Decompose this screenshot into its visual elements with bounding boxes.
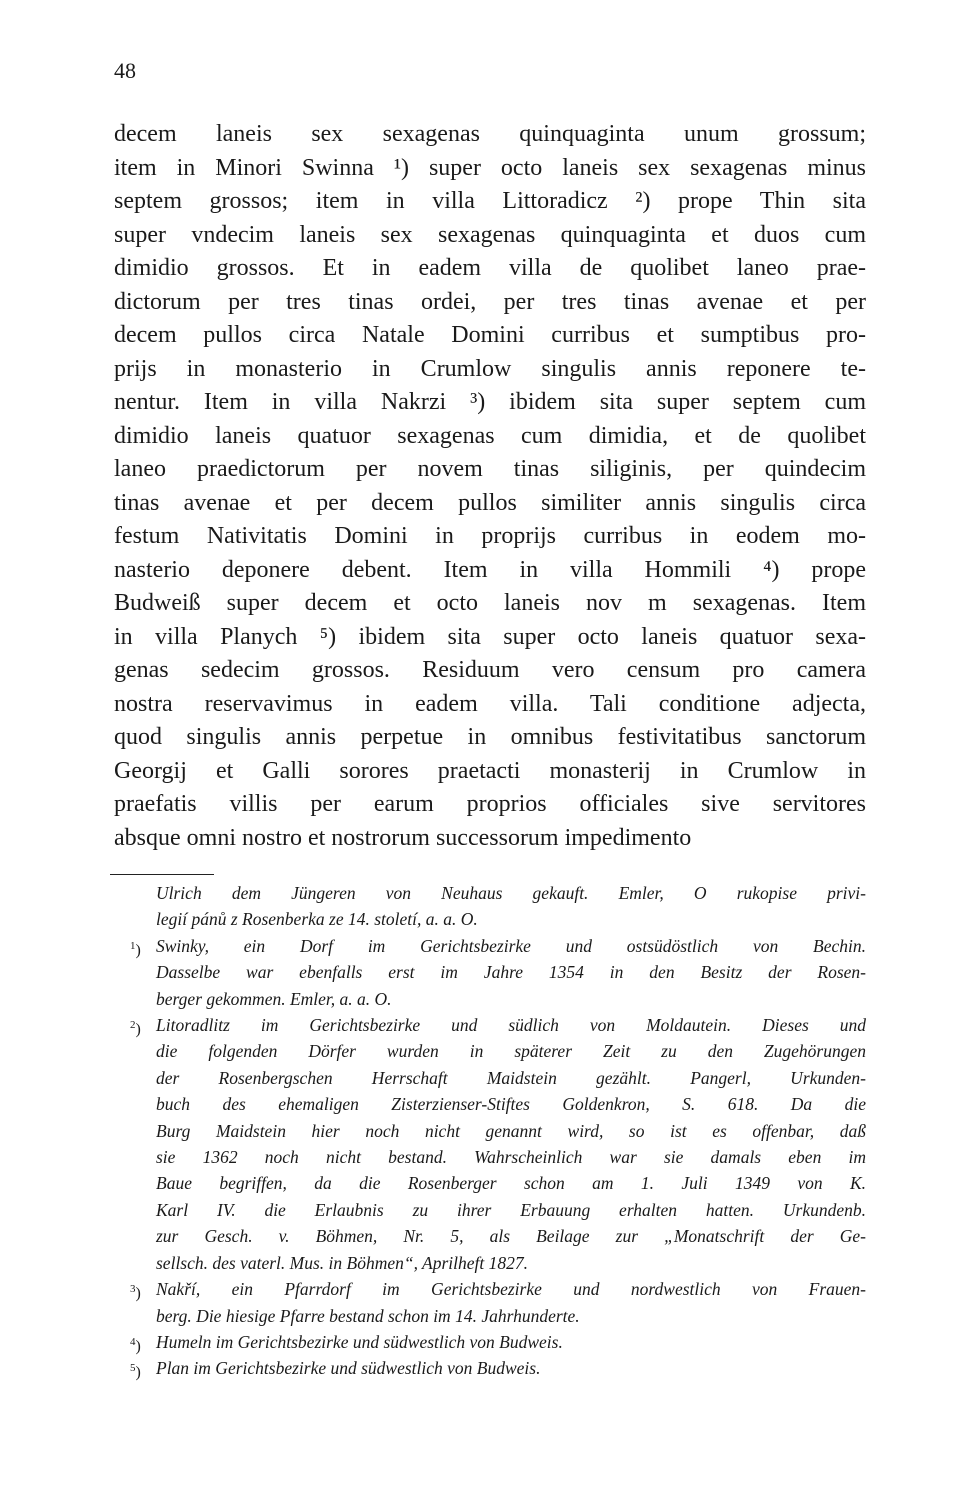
footnote-line: Karl IV. die Erlaubnis zu ihrer Erbauung erhalten hatten. Urkundenb.	[156, 1199, 866, 1220]
text-line: Georgij et Galli sorores praetacti monasterij in Crumlow in	[114, 757, 866, 784]
page-number: 48	[114, 58, 136, 83]
text-line: decem laneis sex sexagenas quinquaginta unum grossum;	[114, 121, 866, 147]
footnote-line: legií pánů z Rosenberka ze 14. století, a. a. O.	[156, 909, 478, 930]
footnote-number: 5	[130, 1362, 136, 1375]
main-text-body	[114, 118, 866, 855]
footnote-1	[130, 933, 866, 1012]
footnote-line: berg. Die hiesige Pfarre bestand schon im 14. Jahrhunderte.	[156, 1305, 580, 1326]
footnotes	[130, 880, 866, 1382]
footnote-line: sie 1362 noch nicht bestand. Wahrscheinlich war sie damals eben im	[156, 1147, 866, 1168]
footnote-number: 4	[130, 1335, 136, 1348]
text-line: Budweiß super decem et octo laneis nov m sexagenas. Item	[114, 590, 866, 616]
text-line: nasterio deponere debent. Item in villa Hommili ⁴) prope	[114, 556, 866, 583]
text-line: tinas avenae et per decem pullos similiter annis singulis circa	[114, 489, 866, 516]
footnote-line: der Rosenbergschen Herrschaft Maidstein gezählt. Pangerl, Urkunden-	[156, 1067, 866, 1088]
text-line: nentur. Item in villa Nakrzi ³) ibidem sita super septem cum	[114, 389, 866, 415]
text-line: dictorum per tres tinas ordei, per tres tinas avenae et per	[114, 288, 866, 315]
footnote-line: Litoradlitz im Gerichtsbezirke und südlich von Moldautein. Dieses und	[156, 1015, 866, 1036]
text-line: praefatis villis per earum proprios officiales sive servitores	[114, 791, 866, 817]
footnote-marker: $^2$)	[130, 1019, 141, 1039]
text-line: item in Minori Swinna ¹) super octo laneis sex sexagenas minus	[114, 154, 866, 181]
footnote-line: die folgenden Dörfer wurden in späterer Zeit zu den Zugehörungen	[156, 1041, 866, 1062]
footnote-2	[130, 1012, 866, 1276]
text-line: decem pullos circa Natale Domini curribus et sumptibus pro-	[114, 322, 866, 348]
text-line: laneo praedictorum per novem tinas siliginis, per quindecim	[114, 456, 866, 482]
footnote-number: 1	[130, 939, 136, 952]
text-line: quod singulis annis perpetue in omnibus festivitatibus sanctorum	[114, 724, 866, 750]
footnote-line: Dasselbe war ebenfalls erst im Jahre 1354 in den Besitz der Rosen-	[156, 962, 866, 983]
text-line: in villa Planych ⁵) ibidem sita super octo laneis quatuor sexa-	[114, 623, 866, 650]
text-line: dimidio laneis quatuor sexagenas cum dimidia, et de quolibet	[114, 422, 866, 449]
footnote-line: Swinky, ein Dorf im Gerichtsbezirke und ostsüdöstlich von Bechin.	[156, 935, 866, 956]
footnote-marker: $^5$)	[130, 1362, 141, 1382]
text-line: genas sedecim grossos. Residuum vero censum pro camera	[114, 657, 866, 683]
text-line: dimidio grossos. Et in eadem villa de quolibet laneo prae-	[114, 255, 866, 281]
footnote-marker: $^4$)	[130, 1335, 141, 1355]
footnote-line: sellsch. des vaterl. Mus. in Böhmen“, Aprilheft 1827.	[156, 1252, 529, 1273]
footnote-3	[130, 1276, 866, 1329]
footnote-line: buch des ehemaligen Zisterzienser-Stiftes Goldenkron, S. 618. Da die	[156, 1094, 866, 1115]
text-line: prijs in monasterio in Crumlow singulis annis reponere te-	[114, 355, 866, 382]
footnote-line: Burg Maidstein hier noch nicht genannt wird, so ist es offenbar, daß	[156, 1120, 866, 1141]
footnote-4	[130, 1329, 866, 1355]
text-line: septem grossos; item in villa Littoradicz ²) prope Thin sita	[114, 188, 866, 214]
footnote-intro	[130, 880, 866, 933]
footnote-line: Nakří, ein Pfarrdorf im Gerichtsbezirke und nordwestlich von Frauen-	[156, 1279, 866, 1300]
footnote-line: berger gekommen. Emler, a. a. O.	[156, 988, 392, 1009]
footnote-marker: $^1$)	[130, 939, 141, 959]
footnote-line: Plan im Gerichtsbezirke und südwestlich von Budweis.	[156, 1358, 541, 1379]
text-line: absque omni nostro et nostrorum successorum impedimento	[114, 824, 692, 851]
footnote-line: zur Gesch. v. Böhmen, Nr. 5, als Beilage zur „Monatschrift der Ge-	[156, 1226, 866, 1247]
text-line: nostra reservavimus in eadem villa. Tali conditione adjecta,	[114, 690, 866, 717]
footnote-separator	[110, 874, 214, 875]
text-line: festum Nativitatis Domini in proprijs curribus in eodem mo-	[114, 523, 866, 549]
footnote-number: 2	[130, 1019, 136, 1032]
footnote-line: Ulrich dem Jüngeren von Neuhaus gekauft. Emler, O rukopise privi-	[156, 883, 866, 903]
footnote-5	[130, 1355, 866, 1381]
footnote-line: Baue begriffen, da die Rosenberger schon am 1. Juli 1349 von K.	[156, 1173, 866, 1194]
text-line: super vndecim laneis sex sexagenas quinquaginta et duos cum	[114, 221, 866, 248]
footnote-number: 3	[130, 1283, 136, 1296]
footnote-marker: $^3$)	[130, 1283, 141, 1303]
footnote-line: Humeln im Gerichtsbezirke und südwestlich von Budweis.	[156, 1331, 563, 1352]
